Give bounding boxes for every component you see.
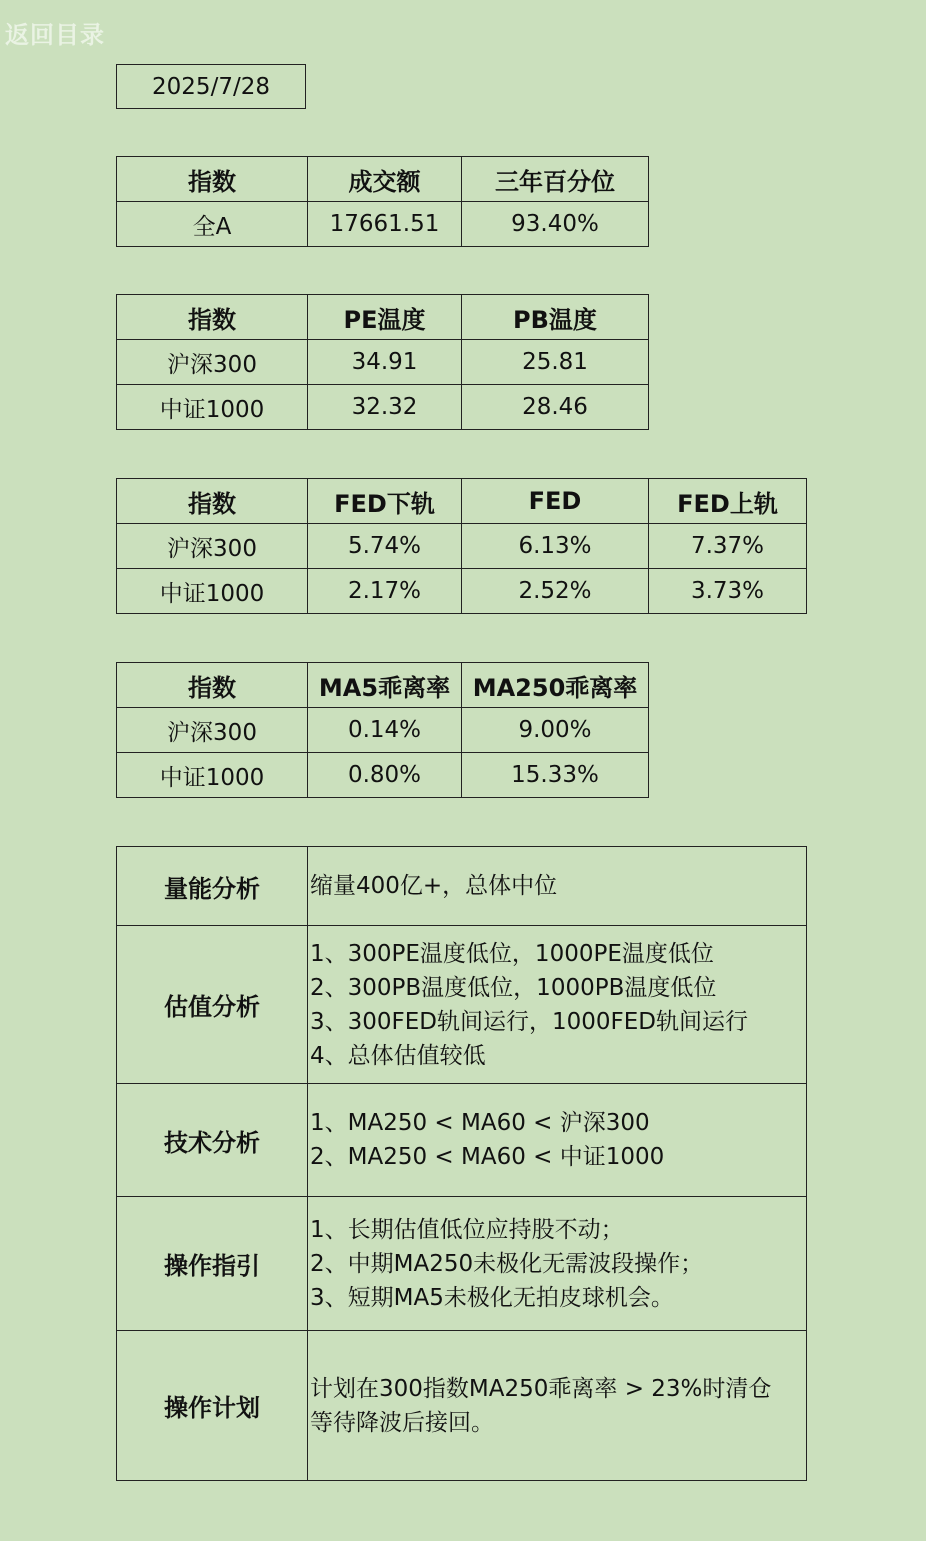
table-header-row — [117, 157, 649, 202]
table-cell: 6.13% — [462, 524, 649, 569]
table-cell: 中证1000 — [117, 753, 308, 798]
table-cell: 7.37% — [649, 524, 807, 569]
header-cell: PB温度 — [462, 295, 649, 340]
header-cell: FED上轨 — [649, 479, 807, 524]
header-cell: 成交额 — [308, 157, 462, 202]
analysis-line: 4、总体估值较低 — [310, 1042, 486, 1069]
header-cell: FED下轨 — [308, 479, 462, 524]
analysis-label: 量能分析 — [117, 847, 308, 926]
table-header-row — [117, 663, 649, 708]
table-cell: 17661.51 — [308, 202, 462, 247]
analysis-content — [308, 847, 807, 926]
table-row — [117, 569, 807, 614]
analysis-line: 2、300PB温度低位，1000PB温度低位 — [310, 974, 717, 1001]
analysis-line: 1、300PE温度低位，1000PE温度低位 — [310, 940, 714, 967]
table-row — [117, 708, 649, 753]
analysis-table — [116, 846, 807, 1481]
table-cell: 2.52% — [462, 569, 649, 614]
table-cell: 3.73% — [649, 569, 807, 614]
analysis-label: 操作计划 — [117, 1331, 308, 1481]
table-cell: 5.74% — [308, 524, 462, 569]
table-cell: 25.81 — [462, 340, 649, 385]
analysis-content — [308, 1084, 807, 1197]
table-cell: 93.40% — [462, 202, 649, 247]
table-cell: 沪深300 — [117, 524, 308, 569]
table-cell: 28.46 — [462, 385, 649, 430]
analysis-label: 技术分析 — [117, 1084, 308, 1197]
table-cell: 0.14% — [308, 708, 462, 753]
analysis-line: 计划在300指数MA250乖离率 > 23%时清仓 — [310, 1375, 772, 1402]
table-cell: 沪深300 — [117, 708, 308, 753]
table-cell: 15.33% — [462, 753, 649, 798]
header-cell: 三年百分位 — [462, 157, 649, 202]
header-cell: 指数 — [117, 663, 308, 708]
analysis-line: 等待降波后接回。 — [310, 1409, 494, 1436]
header-cell: 指数 — [117, 295, 308, 340]
fed-table — [116, 478, 807, 614]
table-cell: 全A — [117, 202, 308, 247]
table-cell: 2.17% — [308, 569, 462, 614]
analysis-line: 1、MA250 < MA60 < 沪深300 — [310, 1110, 650, 1136]
turnover-table — [116, 156, 649, 247]
table-cell: 32.32 — [308, 385, 462, 430]
table-cell: 34.91 — [308, 340, 462, 385]
analysis-row-guidance — [117, 1197, 807, 1331]
analysis-label: 操作指引 — [117, 1197, 308, 1331]
table-row — [117, 753, 649, 798]
valuation-temperature-table — [116, 294, 649, 430]
analysis-content — [308, 926, 807, 1084]
analysis-label: 估值分析 — [117, 926, 308, 1084]
header-cell: PE温度 — [308, 295, 462, 340]
header-cell: FED — [462, 479, 649, 524]
analysis-line: 2、中期MA250未极化无需波段操作； — [310, 1250, 704, 1277]
analysis-line: 2、MA250 < MA60 < 中证1000 — [310, 1144, 665, 1170]
analysis-row-valuation — [117, 926, 807, 1084]
table-row — [117, 385, 649, 430]
table-row — [117, 524, 807, 569]
analysis-line: 3、300FED轨间运行，1000FED轨间运行 — [310, 1008, 749, 1035]
table-cell: 9.00% — [462, 708, 649, 753]
header-cell: 指数 — [117, 479, 308, 524]
table-row — [117, 202, 649, 247]
table-cell: 中证1000 — [117, 385, 308, 430]
table-cell: 中证1000 — [117, 569, 308, 614]
analysis-content — [308, 1331, 807, 1481]
analysis-line: 缩量400亿+，总体中位 — [310, 873, 558, 899]
analysis-row-volume — [117, 847, 807, 926]
header-cell: 指数 — [117, 157, 308, 202]
analysis-content — [308, 1197, 807, 1331]
date-label: 2025/7/28 — [152, 73, 270, 100]
table-cell: 0.80% — [308, 753, 462, 798]
date-box — [116, 64, 306, 109]
header-cell: MA5乖离率 — [308, 663, 462, 708]
table-row — [117, 340, 649, 385]
table-header-row — [117, 479, 807, 524]
analysis-row-plan — [117, 1331, 807, 1481]
analysis-row-technical — [117, 1084, 807, 1197]
table-header-row — [117, 295, 649, 340]
header-cell: MA250乖离率 — [462, 663, 649, 708]
analysis-line: 1、长期估值低位应持股不动； — [310, 1216, 624, 1243]
table-cell: 沪深300 — [117, 340, 308, 385]
analysis-line: 3、短期MA5未极化无拍皮球机会。 — [310, 1284, 674, 1311]
back-to-contents-link[interactable]: 返回目录 — [5, 21, 105, 49]
ma-deviation-table — [116, 662, 649, 798]
